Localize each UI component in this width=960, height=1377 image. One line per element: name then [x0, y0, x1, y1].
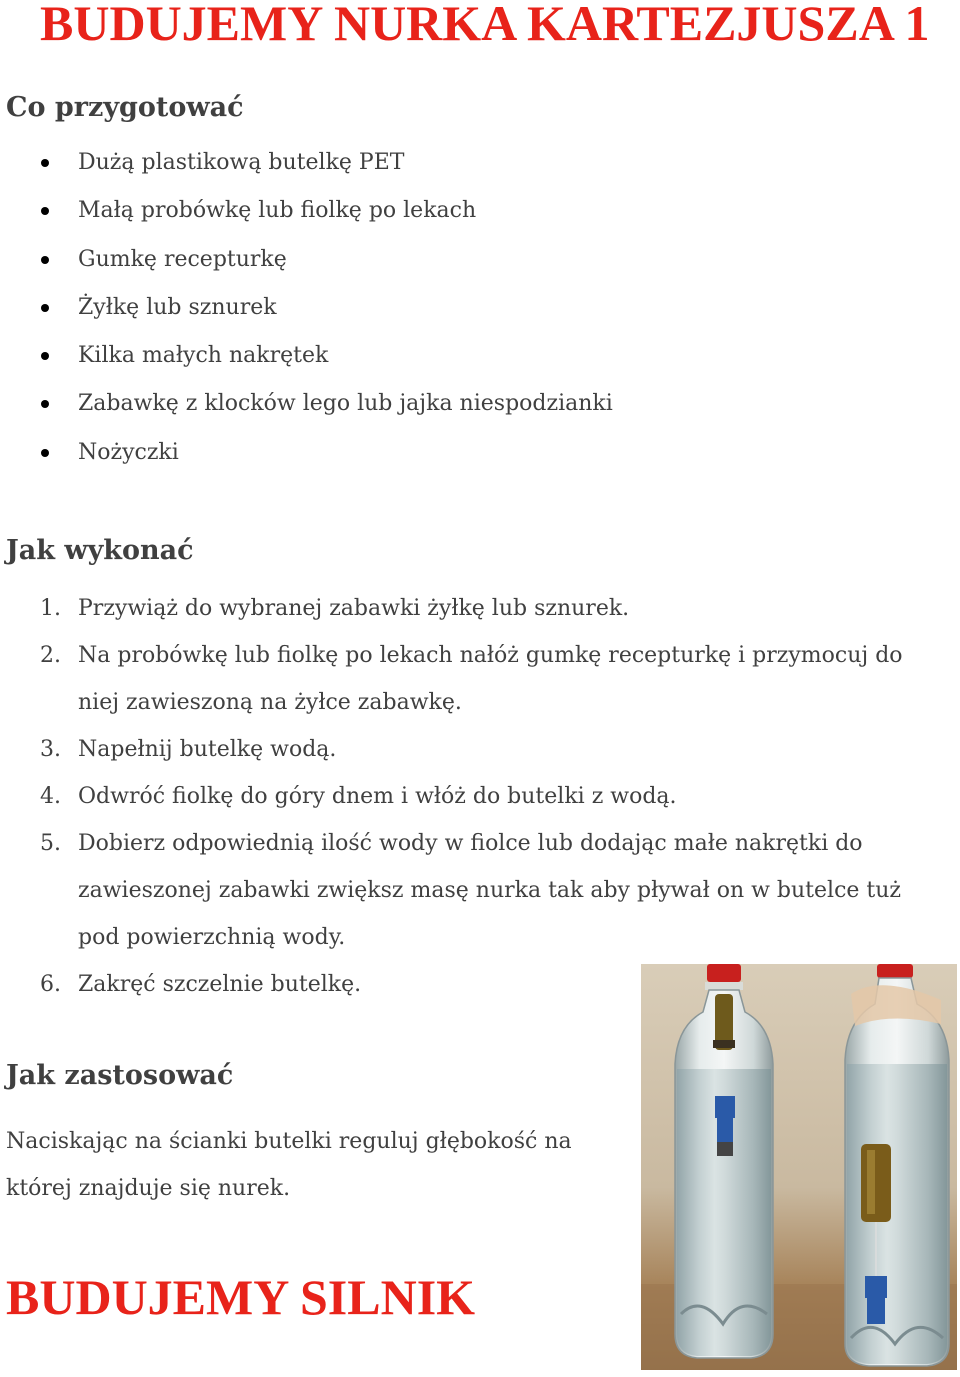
steps-heading: Jak wykonać: [6, 535, 194, 566]
bullet-icon: [41, 449, 49, 457]
step-number: 5.: [40, 831, 61, 856]
step-text: Odwróć fiolkę do góry dnem i włóż do butelki z wodą.: [78, 784, 677, 809]
list-item-text: Dużą plastikową butelkę PET: [78, 150, 405, 175]
bullet-icon: [41, 304, 49, 312]
bullet-icon: [41, 207, 49, 215]
list-item-text: Małą probówkę lub fiolkę po lekach: [78, 198, 477, 224]
bullet-icon: [41, 159, 49, 167]
list-item-text: Kilka małych nakrętek: [78, 343, 329, 369]
step-number: 2.: [40, 643, 61, 668]
list-item-text: Gumkę recepturkę: [78, 246, 287, 272]
section-title-engine: BUDUJEMY SILNIK: [6, 1269, 476, 1325]
step-item: [0, 820, 940, 961]
list-item-text: Nożyczki: [78, 439, 179, 465]
bullet-icon: [41, 400, 49, 408]
list-item-text: Żyłkę lub sznurek: [78, 294, 277, 320]
step-text: Zakręć szczelnie butelkę.: [78, 972, 362, 997]
step-item: [0, 585, 940, 632]
page-title: BUDUJEMY NURKA KARTEZJUSZA 1: [40, 0, 930, 51]
list-item-text: Zabawkę z klocków lego lub jajka niespodzianki: [78, 391, 613, 417]
bottle-right: [845, 964, 949, 1366]
bottles-photo: [641, 964, 957, 1370]
step-number: 1.: [40, 596, 61, 621]
materials-heading: Co przygotować: [6, 92, 244, 123]
usage-heading: Jak zastosować: [6, 1060, 234, 1091]
step-number: 3.: [40, 737, 61, 762]
step-item: [0, 632, 940, 726]
step-text: Na probówkę lub fiolkę po lekach nałóż gumkę recepturkę i przymocuj do niej zawieszoną na żyłce zabawkę.: [78, 643, 903, 715]
bottle-left: [675, 964, 773, 1358]
steps-list: [0, 585, 940, 1008]
bullet-icon: [41, 352, 49, 360]
step-text: Przywiąż do wybranej zabawki żyłkę lub sznurek.: [78, 596, 630, 621]
step-number: 6.: [40, 972, 61, 997]
step-item: [0, 726, 940, 773]
step-number: 4.: [40, 784, 61, 809]
step-text: Dobierz odpowiednią ilość wody w fiolce lub dodając małe nakrętki do zawieszonej zabawki zwiększ masę nurka tak aby pływał on w butelce tuż pod powierzchnią wody.: [78, 831, 902, 950]
step-text: Napełnij butelkę wodą.: [78, 737, 337, 762]
bullet-icon: [41, 256, 49, 264]
usage-text: Naciskając na ścianki butelki reguluj głębokość na której znajduje się nurek.: [6, 1129, 572, 1201]
step-item: [0, 773, 940, 820]
